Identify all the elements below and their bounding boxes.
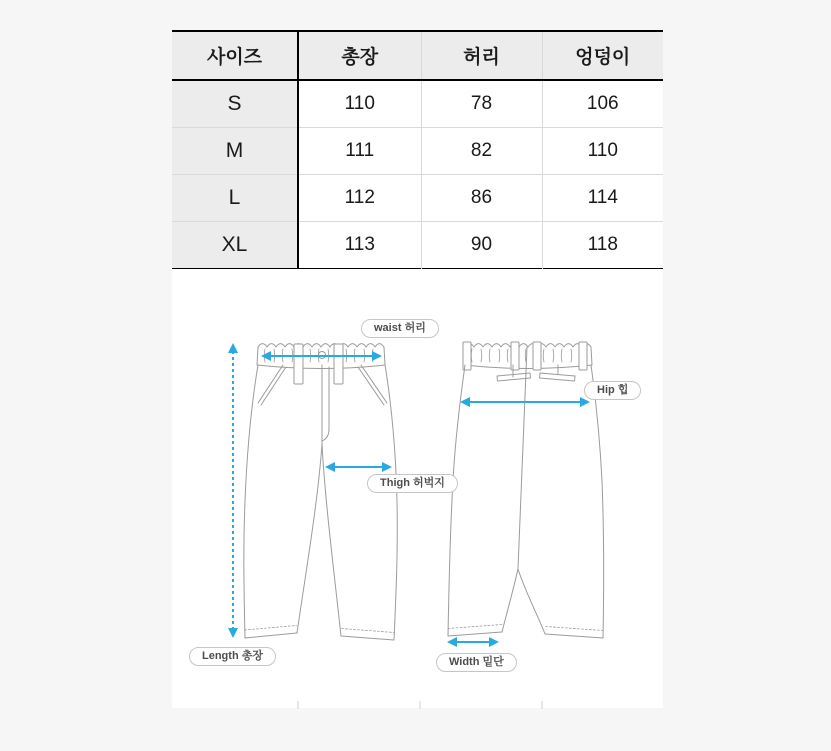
length-label: Length 총장 xyxy=(189,647,276,667)
value-cell: 110 xyxy=(344,92,375,114)
size-cell: L xyxy=(172,174,298,221)
product-size-info-panel xyxy=(172,30,663,708)
value-cell: 86 xyxy=(421,174,542,221)
size-cell: XL xyxy=(172,221,298,268)
col-header-length: 총장 xyxy=(298,31,421,80)
thigh-label: Thigh 허벅지 xyxy=(367,474,458,494)
size-table xyxy=(172,30,663,269)
value-cell: 110 xyxy=(542,127,663,174)
col-header-size: 사이즈 xyxy=(172,31,298,80)
table-row xyxy=(172,221,663,268)
belt-loop xyxy=(533,342,541,370)
hip-label: Hip 힙 xyxy=(584,381,641,401)
table-row xyxy=(172,80,663,127)
bottom-section-ticks xyxy=(298,701,542,709)
value-cell: 112 xyxy=(298,174,421,221)
value-cell: 113 xyxy=(298,221,421,268)
table-row xyxy=(172,174,663,221)
col-header-hip: 엉덩이 xyxy=(542,31,663,80)
waist-label: waist 허리 xyxy=(361,319,439,339)
size-cell: M xyxy=(172,127,298,174)
pants-sketch-svg xyxy=(172,281,663,709)
measurement-diagram xyxy=(172,281,663,709)
pants-back-sketch xyxy=(448,342,604,638)
value-cell: 90 xyxy=(421,221,542,268)
value-cell: 111 xyxy=(298,127,421,174)
col-header-waist: 허리 xyxy=(421,31,542,80)
value-cell: 118 xyxy=(542,221,663,268)
value-cell: 106 xyxy=(542,80,663,127)
size-table-header-row xyxy=(172,31,663,80)
belt-loop xyxy=(511,342,519,370)
value-cell: 82 xyxy=(421,127,542,174)
value-cell: 114 xyxy=(542,174,663,221)
value-cell: 78 xyxy=(421,80,542,127)
belt-loop xyxy=(294,344,303,384)
size-cell: S xyxy=(172,80,298,127)
belt-loop xyxy=(579,342,587,370)
width-label: Width 밑단 xyxy=(436,653,517,673)
table-row xyxy=(172,127,663,174)
belt-loop xyxy=(463,342,471,370)
belt-loop xyxy=(334,344,343,384)
